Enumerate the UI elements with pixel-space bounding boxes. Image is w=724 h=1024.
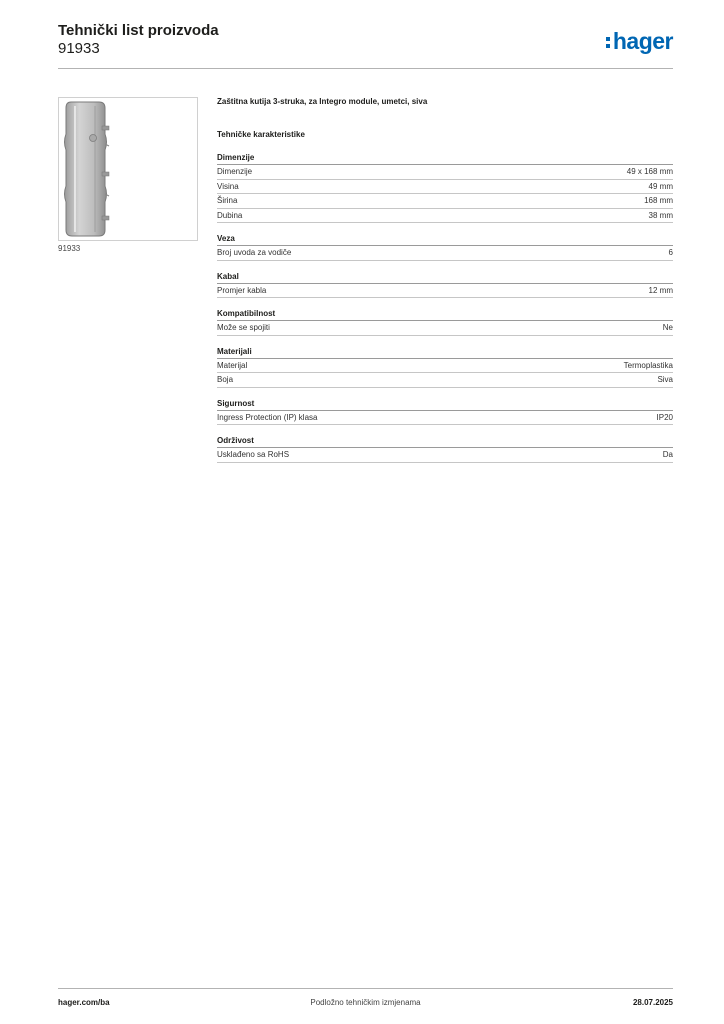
spec-value: 38 mm [648,210,673,220]
spec-group [217,233,673,261]
page-footer [58,998,673,1010]
spec-label: Širina [217,196,238,205]
product-image [58,97,198,241]
logo-text: hager [612,28,673,54]
footer-website: hager.com/ba [58,998,110,1007]
spec-value: 6 [668,248,673,257]
spec-row [217,448,673,463]
spec-label: Boja [217,375,234,384]
spec-label: Može se spojiti [217,323,270,332]
spec-value: 49 mm [648,181,673,191]
spec-group-title: Veza [217,233,673,246]
spec-row [217,359,673,374]
logo-dots-icon [606,34,612,50]
spec-label: Ingress Protection (IP) klasa [217,412,318,422]
header-divider [58,68,673,69]
spec-value: Siva [657,375,673,384]
image-caption: 91933 [58,244,81,253]
product-description: Zaštitna kutija 3-struka, za Integro module, umetci, siva [217,97,428,106]
spec-group [217,435,673,463]
footer-date: 28.07.2025 [632,998,673,1007]
spec-group-title: Održivost [217,435,673,448]
spec-label: Materijal [217,360,248,370]
spec-group-title: Dimenzije [217,152,673,165]
hager-logo [606,28,673,54]
spec-row [217,194,673,209]
spec-label: Broj uvoda za vodiče [217,248,292,257]
spec-group [217,308,673,336]
spec-row [217,165,673,180]
footer-divider [58,988,673,989]
spec-value: Da [662,450,673,459]
spec-group [217,346,673,388]
specs-heading: Tehničke karakteristike [217,130,305,139]
spec-content [217,96,673,463]
page-header [58,22,673,70]
spec-group [217,152,673,223]
spec-group [217,398,673,426]
product-number: 91933 [58,40,100,57]
spec-row [217,373,673,388]
spec-value: 49 x 168 mm [626,167,673,176]
spec-group [217,271,673,299]
spec-value: 12 mm [648,285,673,295]
spec-label: Visina [217,181,239,191]
spec-row [217,411,673,426]
spec-label: Dubina [217,210,243,220]
junction-box-icon [59,98,197,240]
spec-row [217,180,673,195]
spec-group-title: Kompatibilnost [217,308,673,321]
spec-value: Termoplastika [623,360,673,370]
spec-row [217,209,673,224]
spec-row [217,284,673,299]
spec-label: Usklađeno sa RoHS [217,450,290,459]
footer-disclaimer: Podložno tehničkim izmjenama [310,998,421,1007]
spec-value: IP20 [656,412,673,422]
spec-groups [217,152,673,463]
spec-group-title: Kabal [217,271,673,284]
spec-value: 168 mm [644,196,673,205]
spec-group-title: Materijali [217,346,673,359]
spec-value: Ne [662,323,673,332]
spec-label: Dimenzije [217,167,253,176]
spec-group-title: Sigurnost [217,398,673,411]
spec-label: Promjer kabla [217,285,267,295]
page-title: Tehnički list proizvoda [58,22,219,39]
spec-row [217,246,673,261]
spec-row [217,321,673,336]
